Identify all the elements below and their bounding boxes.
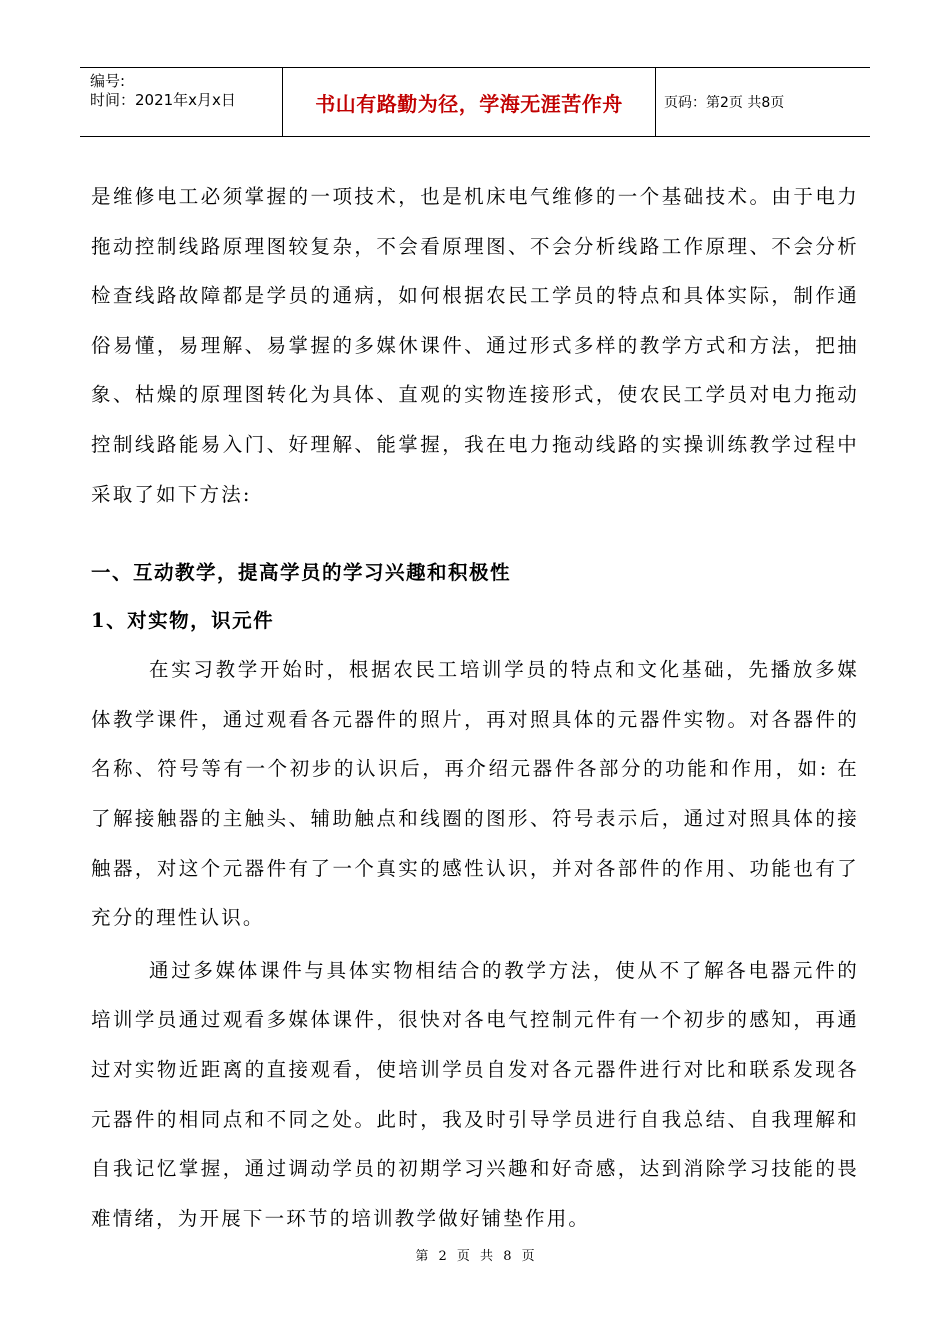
- document-number-label: 编号:: [90, 72, 126, 90]
- header-motto: 书山有路勤为径，学海无涯苦作舟: [283, 68, 656, 136]
- header-meta: [80, 68, 283, 136]
- header-page-code: 页码：第2页 共8页: [664, 95, 785, 111]
- intro-paragraph: 是维修电工必须掌握的一项技术，也是机床电气维修的一个基础技术。由于电力拖动控制线路原理图较复杂，不会看原理图、不会分析线路工作原理、不会分析检查线路故障都是学员的通病，如何根据农民工学员的特点和具体实际，制作通俗易懂，易理解、易掌握的多媒休课件、通过形式多样的教学方式和方法，把抽象、枯燥的原理图转化为具体、直观的实物连接形式，使农民工学员对电力拖动控制线路能易入门、好理解、能掌握，我在电力拖动线路的实操训练教学过程中采取了如下方法:: [91, 185, 859, 506]
- body-paragraph-1: 在实习教学开始时，根据农民工培训学员的特点和文化基础，先播放多媒体教学课件，通过观看各元器件的照片，再对照具体的元器件实物。对各器件的名称、符号等有一个初步的认识后，再介绍元器件各部分的功能和作用，如: 在了解接触器的主触头、辅助触点和线圈的图形、符号表示后，通过对照具体的接触器，对这个元器件有了一个真实的感性认识，并对各部件的作用、功能也有了充分的理性认识。: [91, 658, 859, 930]
- document-body: [91, 172, 859, 1243]
- page-footer: 第 2 页 共 8 页: [415, 1249, 535, 1264]
- section-heading: 一、互动教学，提高学员的学习兴趣和积极性: [91, 561, 512, 585]
- subsection-heading: 1、对实物，识元件: [91, 609, 275, 633]
- body-paragraph-2: 通过多媒体课件与具体实物相结合的教学方法，使从不了解各电器元件的培训学员通过观看多媒体课件，很快对各电气控制元件有一个初步的感知，再通过对实物近距离的直接观看，使培训学员自发对各元器件进行对比和联系发现各元器件的相同点和不同之处。此时，我及时引导学员进行自我总结、自我理解和自我记忆掌握，通过调动学员的初期学习兴趣和好奇感，达到消除学习技能的畏难情绪，为开展下一环节的培训教学做好铺垫作用。: [91, 958, 859, 1230]
- document-time-label: 时间：2021年x月x日: [90, 91, 236, 109]
- page-header: [80, 67, 870, 137]
